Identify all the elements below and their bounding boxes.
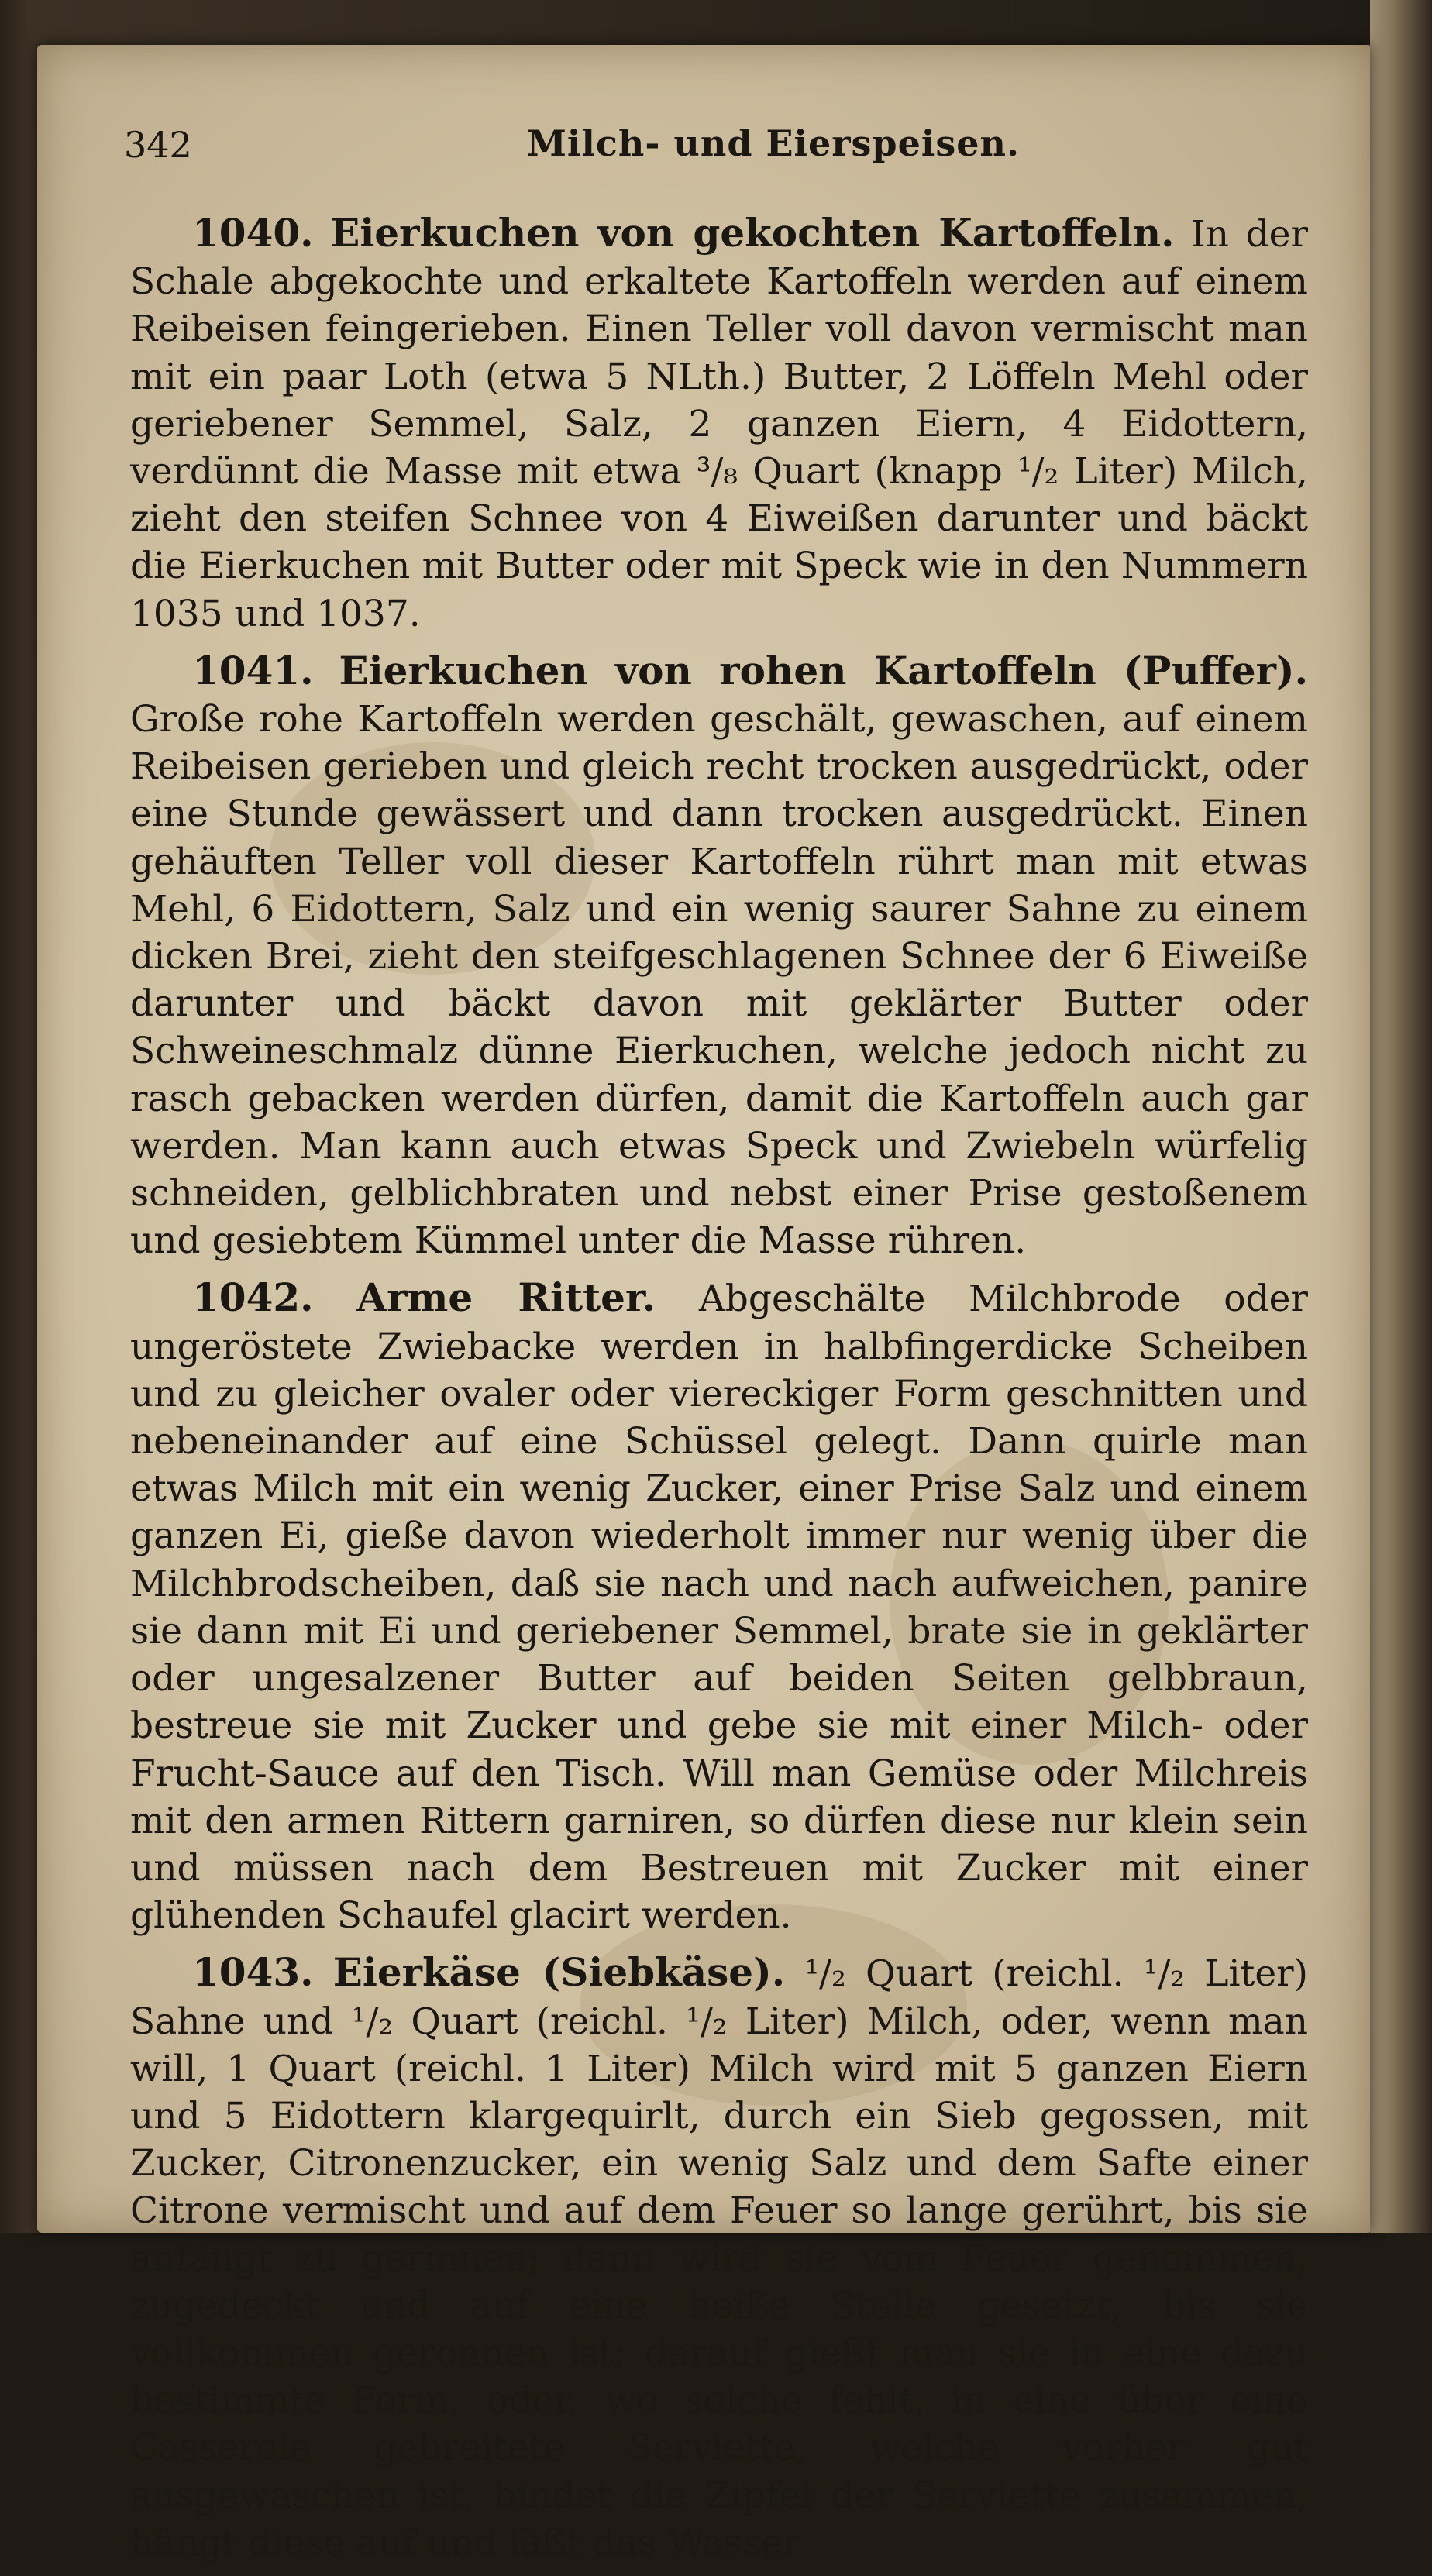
recipe-title: Arme Ritter. [356, 1274, 656, 1321]
recipe-1040 [130, 209, 1308, 638]
recipe-number: 1041. [192, 647, 314, 693]
recipe-number: 1043. [192, 1949, 314, 1996]
recipe-1041 [130, 647, 1308, 1265]
recipe-body: Abgeschälte Milchbrode oder ungeröstete Zwiebacke werden in halbfingerdicke Scheiben und zu gleicher ovaler oder viereckiger Form geschnitten und nebeneinander auf eine Schüssel gelegt. Dann quirle man etwas Milch mit ein wenig Zucker, einer Prise Salz und einem ganzen Ei, gieße davon wiederholt immer nur wenig über die Milchbrodscheiben, daß sie nach und nach aufweichen, panire sie dann mit Ei und geriebener Semmel, brate sie in geklärter oder ungesalzener Butter auf beiden Seiten gelbbraun, bestreue sie mit Zucker und gebe sie mit einer Milch- oder Frucht-Sauce auf den Tisch. Will man Gemüse oder Milchreis mit den armen Rittern garniren, so dürfen diese nur klein sein und müssen nach dem Bestreuen mit Zucker mit einer glühenden Schaufel glacirt werden. [130, 1278, 1308, 1938]
page-number: 342 [124, 124, 192, 166]
recipe-number: 1042. [192, 1274, 314, 1321]
recipe-title: Eierkäse (Siebkäse). [332, 1949, 786, 1996]
recipe-title: Eierkuchen von rohen Kartoffeln (Puffer). [339, 647, 1308, 693]
book-spine-edge [1370, 0, 1432, 2233]
recipe-body: In der Schale abgekochte und erkaltete Kartoffeln werden auf einem Reibeisen feingerieben. Einen Teller voll davon vermischt man mit ein paar Loth (etwa 5 NLth.) Butter, 2 Löffeln Mehl oder geriebener Semmel, Salz, 2 ganzen Eiern, 4 Eidottern, verdünnt die Masse mit etwa ³/₈ Quart (knapp ¹/₂ Liter) Milch, zieht den steifen Schnee von 4 Eiweißen darunter und bäckt die Eierkuchen mit Butter oder mit Speck wie in den Nummern 1035 und 1037. [130, 213, 1308, 635]
recipe-1043 [130, 1948, 1308, 2567]
recipe-list [130, 209, 1308, 2576]
recipe-title: Eierkuchen von gekochten Kartoffeln. [330, 210, 1175, 256]
recipe-body: ¹/₂ Quart (reichl. ¹/₂ Liter) Sahne und ¹/₂ Quart (reichl. ¹/₂ Liter) Milch, oder, wenn man will, 1 Quart (reichl. 1 Liter) Milch wird mit 5 ganzen Eiern und 5 Eidottern klargequirlt, durch ein Sieb gegossen, mit Zucker, Citronenzucker, ein wenig Salz und dem Safte einer Citrone vermischt und auf dem Feuer so lange gerührt, bis sie anfängt zu gerinnen; dann wird sie vom Feuer genommen, zugedeckt und auf eine heiße Stelle gesetzt, bis sie vollkommen geronnen ist; darauf gießt man sie in eine dazu bestimmte Form, oder, wo solche fehlt, in eine über eine Casserole gebreitete Serviette, welche vorher gut ausgewaschen ist, bindet die Zipfel der Serviette zusammen, hängt diese auf und läßt das Wasser [130, 1952, 1308, 2564]
running-title: Milch- und Eierspeisen. [527, 122, 1020, 164]
recipe-body: Große rohe Kartoffeln werden geschält, gewaschen, auf einem Reibeisen gerieben und gleich recht trocken ausgedrückt, oder eine Stunde gewässert und dann trocken ausgedrückt. Einen gehäuften Teller voll dieser Kartoffeln rührt man mit etwas Mehl, 6 Eidottern, Salz und ein wenig saurer Sahne zu einem dicken Brei, zieht den steifgeschlagenen Schnee der 6 Eiweiße darunter und bäckt davon mit geklärter Butter oder Schweineschmalz dünne Eierkuchen, welche jedoch nicht zu rasch gebacken werden dürfen, damit die Kartoffeln auch gar werden. Man kann auch etwas Speck und Zwiebeln würfelig schneiden, gelblichbraten und nebst einer Prise gestoßenem und gesiebtem Kümmel unter die Masse rühren. [130, 698, 1308, 1263]
recipe-1042 [130, 1274, 1308, 1939]
recipe-number: 1040. [192, 210, 314, 256]
page-header [124, 116, 1333, 178]
